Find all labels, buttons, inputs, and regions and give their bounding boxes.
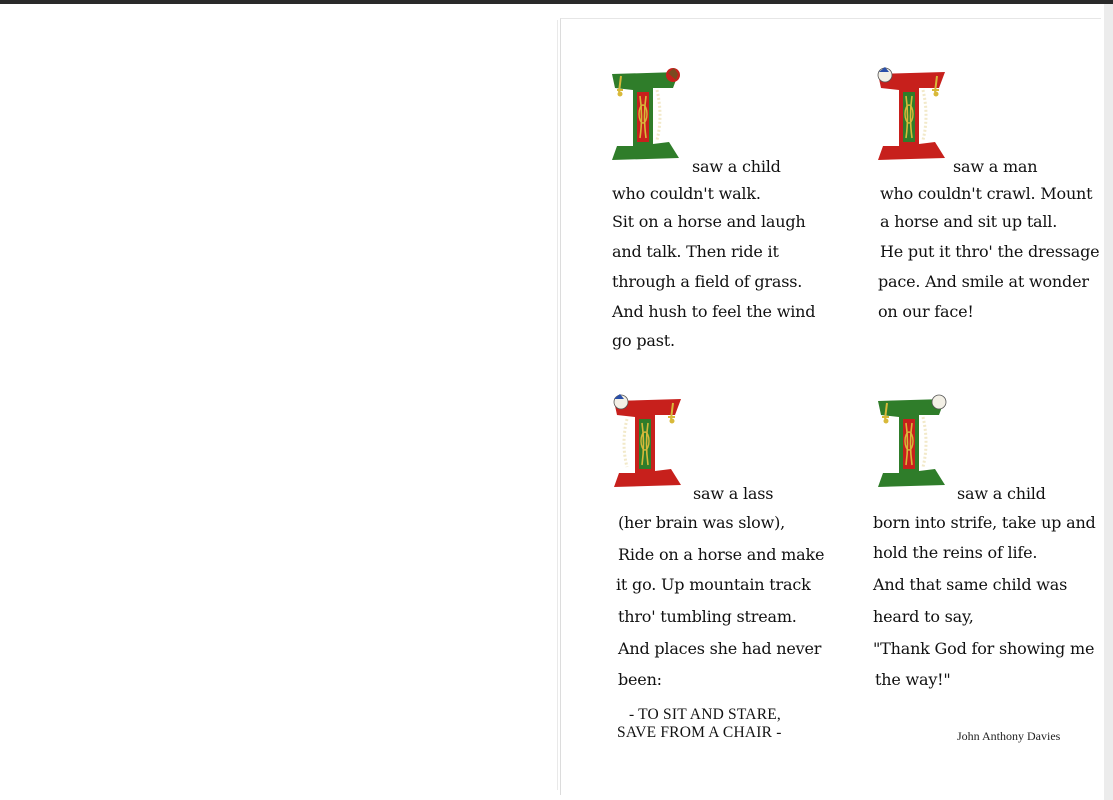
verse-line: who couldn't crawl. Mount <box>880 184 1093 203</box>
illuminated-initial-i-icon <box>607 66 687 166</box>
closing-line: - TO SIT AND STARE, <box>629 706 781 723</box>
verse-line: (her brain was slow), <box>618 513 786 532</box>
verse-line: the way!" <box>875 670 951 689</box>
verse-line: pace. And smile at wonder <box>878 272 1089 291</box>
illuminated-initial-i-icon <box>873 66 953 166</box>
verse-first-line: saw a man <box>953 157 1038 176</box>
verse-line: hold the reins of life. <box>873 543 1038 562</box>
scan-top-edge <box>0 0 1113 4</box>
verse-first-line: saw a child <box>957 484 1046 503</box>
closing-line: SAVE FROM A CHAIR - <box>617 724 782 741</box>
verse-first-line: saw a child <box>692 157 781 176</box>
verse-line: He put it thro' the dressage <box>880 242 1100 261</box>
verse-line: And places she had never <box>618 639 822 658</box>
verse-line: thro' tumbling stream. <box>618 607 797 626</box>
verse-line: been: <box>618 670 662 689</box>
author-credit: John Anthony Davies <box>957 729 1061 743</box>
verse-line: Sit on a horse and laugh <box>612 212 806 231</box>
verse-line: and talk. Then ride it <box>612 242 779 261</box>
verse-line: Ride on a horse and make <box>618 545 825 564</box>
verse-line: go past. <box>612 331 675 350</box>
verse-line: born into strife, take up and <box>873 513 1096 532</box>
verse-line: heard to say, <box>873 607 974 626</box>
verse-line: "Thank God for showing me <box>873 639 1095 658</box>
verse-line: And that same child was <box>873 575 1068 594</box>
verse-line: it go. Up mountain track <box>616 575 811 594</box>
scan-right-edge <box>1104 4 1113 800</box>
illuminated-initial-i-icon <box>609 393 689 493</box>
verse-line: who couldn't walk. <box>612 184 761 203</box>
verse-line: through a field of grass. <box>612 272 803 291</box>
verse-line: And hush to feel the wind <box>612 302 816 321</box>
page-fold <box>557 20 558 790</box>
illuminated-initial-i-icon <box>873 393 953 493</box>
verse-line: on our face! <box>878 302 974 321</box>
verse-line: a horse and sit up tall. <box>880 212 1058 231</box>
verse-first-line: saw a lass <box>693 484 774 503</box>
closing-lines <box>617 706 817 742</box>
